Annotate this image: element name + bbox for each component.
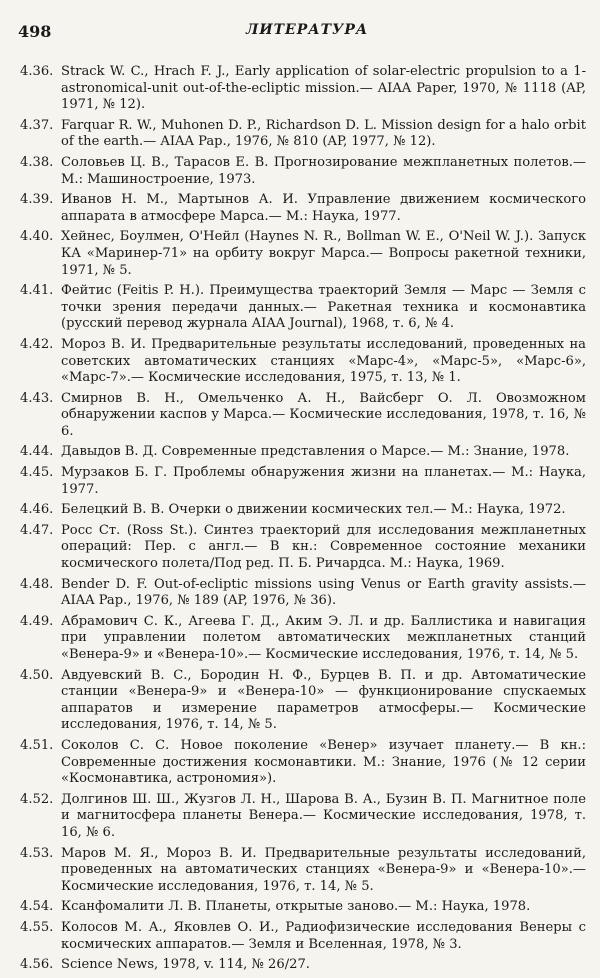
reference-item — [20, 337, 586, 387]
reference-text: Авдуевский В. С., Бородин Н. Ф., Бурцев В. П. и др. Автоматические станции «Венера-9» и «Венера-10» — функционирование спускаемых аппаратов и измерение параметров атмосферы.— Космические исследования, 1976, т. 14, № 5. — [61, 667, 586, 733]
reference-item — [20, 899, 586, 916]
reference-text: Долгинов Ш. Ш., Жузгов Л. Н., Шарова В. А., Бузин В. П. Магнитное поле и магнитосфера планеты Венера.— Космические исследования, 1978, т. 16, № 6. — [61, 791, 586, 840]
reference-item — [20, 920, 586, 953]
reference-text: Маров М. Я., Мороз В. И. Предварительные результаты исследований, проведенных на автоматических станциях «Венера-9» и «Венера-10».— Космические исследования, 1976, т. 14, № 5. — [61, 845, 586, 894]
reference-number: 4.43. — [20, 390, 54, 406]
reference-item — [20, 155, 586, 188]
reference-text: Давыдов В. Д. Современные представления о Марсе.— М.: Знание, 1978. — [61, 444, 570, 460]
reference-number: 4.41. — [20, 283, 54, 299]
reference-text: Мороз В. И. Предварительные результаты исследований, проведенных на советских автоматических станциях «Марс-4», «Марс-5», «Марс-6», «Марс-7».— Космические исследования, 1975, т. 13, № 1. — [61, 336, 586, 386]
reference-text: Соколов С. С. Новое поколение «Венер» изучает планету.— В кн.: Современные достижения космонавтики. М.: Знание, 1976 (№ 12 серии «Космонавтика, астрономия»). — [61, 737, 586, 787]
reference-number: 4.42. — [20, 336, 54, 352]
reference-number: 4.56. — [20, 957, 54, 973]
reference-text: Мурзаков Б. Г. Проблемы обнаружения жизни на планетах.— М.: Наука, 1977. — [61, 465, 586, 497]
reference-text: Белецкий В. В. Очерки о движении космических тел.— М.: Наука, 1972. — [61, 502, 566, 518]
reference-text: Смирнов В. Н., Омельченко А. Н., Вайсберг О. Л. Овозможном обнаружении каспов у Марса.— Космические исследования, 1978, т. 16, № 6. — [61, 390, 586, 439]
reference-number: 4.49. — [20, 613, 54, 629]
reference-text: Соловьев Ц. В., Тарасов Е. В. Прогнозирование межпланетных полетов.— М.: Машиностроение, 1973. — [61, 154, 586, 187]
reference-number: 4.40. — [20, 229, 54, 245]
reference-number: 4.39. — [20, 192, 54, 208]
reference-number: 4.44. — [20, 444, 54, 460]
reference-item — [20, 118, 586, 151]
reference-number: 4.55. — [20, 919, 54, 935]
reference-number: 4.53. — [20, 845, 54, 861]
reference-list — [20, 64, 586, 978]
reference-item — [20, 738, 586, 788]
reference-item — [20, 391, 586, 441]
reference-item — [20, 64, 586, 114]
reference-text: Хейнес, Боулмен, О'Нейл (Haynes N. R., Bollman W. E., O'Neil W. J.). Запуск КА «Маринер-71» на орбиту вокруг Марса.— Вопросы ракетной техники, 1971, № 5. — [61, 229, 586, 278]
reference-number: 4.36. — [20, 64, 54, 79]
reference-item — [20, 523, 586, 573]
reference-number: 4.46. — [20, 502, 54, 518]
reference-number: 4.45. — [20, 465, 54, 481]
reference-number: 4.47. — [20, 522, 54, 538]
page-title: ЛИТЕРАТУРА — [246, 22, 369, 38]
reference-number: 4.37. — [20, 117, 54, 133]
reference-item — [20, 792, 586, 842]
reference-item — [20, 614, 586, 664]
reference-number: 4.48. — [20, 576, 54, 592]
reference-number: 4.50. — [20, 667, 54, 683]
reference-number: 4.38. — [20, 154, 54, 170]
reference-number: 4.54. — [20, 899, 54, 915]
reference-text: Farquar R. W., Muhonen D. P., Richardson D. L. Mission design for a halo orbit of the earth.— AIAA Pap., 1976, № 810 (AP, 1977, № 12). — [61, 117, 586, 150]
reference-item — [20, 283, 586, 333]
reference-item — [20, 668, 586, 734]
reference-text: Strack W. C., Hrach F. J., Early application of solar-electric propulsion to a 1-astronomical-unit out-of-the-ecliptic mission.— AIAA Paper, 1970, № 1118 (AP, 1971, № 12). — [61, 64, 586, 113]
reference-item — [20, 577, 586, 610]
reference-item — [20, 444, 586, 461]
reference-text: Иванов Н. М., Мартынов А. И. Управление движением космического аппарата в атмосфере Марса.— М.: Наука, 1977. — [61, 192, 586, 224]
reference-number: 4.52. — [20, 791, 54, 807]
reference-item — [20, 957, 586, 974]
reference-item — [20, 229, 586, 279]
reference-number: 4.51. — [20, 737, 54, 753]
page-number: 498 — [18, 22, 52, 41]
reference-text: Ксанфомалити Л. В. Планеты, открытые заново.— М.: Наука, 1978. — [61, 899, 531, 915]
reference-text: Фейтис (Feitis P. H.). Преимущества траекторий Земля — Марс — Земля с точки зрения передачи данных.— Ракетная техника и космонавтика (русский перевод журнала AIAA Journal), 1968, т. 6, № 4. — [61, 283, 586, 332]
reference-item — [20, 846, 586, 896]
reference-text: Росс Ст. (Ross St.). Синтез траекторий для исследования межпланетных операций: Пер. с англ.— В кн.: Современное состояние механики космического полета/Под ред. П. Б. Ричардса. М.: Наука, 1969. — [61, 522, 586, 572]
reference-text: Колосов М. А., Яковлев О. И., Радиофизические исследования Венеры с космических аппаратов.— Земля и Вселенная, 1978, № 3. — [61, 919, 586, 952]
reference-text: Bender D. F. Out-of-ecliptic missions using Venus or Earth gravity assists.— AIAA Pap., 1976, № 189 (AP, 1976, № 36). — [61, 576, 586, 609]
reference-item — [20, 192, 586, 225]
reference-text: Абрамович С. К., Агеева Г. Д., Аким Э. Л. и др. Баллистика и навигация при управлении полетом автоматических межпланетных станций «Венера-9» и «Венера-10».— Космические исследования, 1976, т. 14, № 5. — [61, 613, 586, 662]
reference-item — [20, 465, 586, 498]
reference-item — [20, 502, 586, 519]
reference-text: Science News, 1978, v. 114, № 26/27. — [61, 957, 310, 973]
